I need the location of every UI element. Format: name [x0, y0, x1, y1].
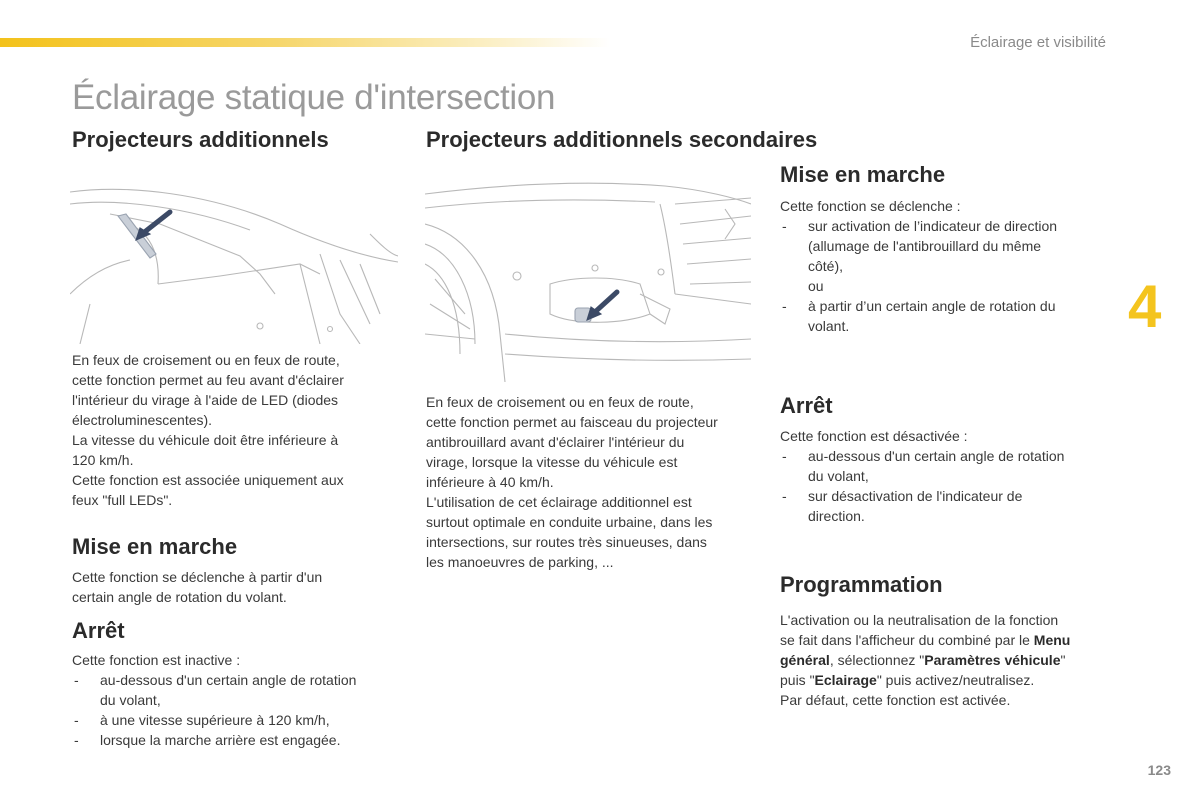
text-line: L'activation ou la neutralisation de la fonction	[780, 612, 1059, 628]
text-line: du volant,	[100, 692, 161, 708]
text-line: l'intérieur du virage à l'aide de LED (diodes	[72, 392, 339, 408]
text-line: L'utilisation de cet éclairage additionnel est	[426, 494, 692, 510]
list-item	[72, 730, 402, 750]
col3-mise-heading: Mise en marche	[780, 162, 946, 187]
text-line: électroluminescentes).	[72, 412, 213, 428]
col1-arret-list	[72, 650, 402, 750]
col1-heading: Projecteurs additionnels	[72, 127, 329, 152]
text-line: volant.	[808, 318, 850, 334]
text-line: En feux de croisement ou en feux de route,	[72, 352, 340, 368]
text-run: , sélectionnez "	[829, 652, 925, 668]
col1-mise-text	[72, 567, 322, 607]
list-intro: Cette fonction se déclenche :	[780, 198, 961, 214]
text-line: lorsque la marche arrière est engagée.	[100, 732, 341, 748]
text-line: à partir d’un certain angle de rotation du	[808, 298, 1056, 314]
text-line	[780, 650, 1070, 670]
fog-lamp-illustration	[425, 164, 751, 382]
list-item	[780, 216, 1110, 296]
text-line: Par défaut, cette fonction est activée.	[780, 692, 1011, 708]
text-line	[780, 630, 1070, 650]
headlamp-led-illustration	[70, 164, 398, 344]
list-dash: -	[74, 712, 79, 728]
list-dash: -	[74, 672, 79, 688]
text-line: inférieure à 40 km/h.	[426, 474, 554, 490]
menu-term: Menu	[1033, 632, 1071, 648]
text-line: à une vitesse supérieure à 120 km/h,	[100, 712, 330, 728]
text-line: cette fonction permet au feu avant d'éclairer	[72, 372, 344, 388]
chapter-number: 4	[1128, 273, 1162, 340]
col1-mise-heading: Mise en marche	[72, 534, 238, 559]
text-line: En feux de croisement ou en feux de route,	[426, 394, 694, 410]
text-line: direction.	[808, 508, 865, 524]
page-title: Éclairage statique d'intersection	[72, 78, 556, 117]
text-line: côté),	[808, 258, 844, 274]
list-item	[72, 670, 402, 710]
list-item	[780, 486, 1110, 526]
text-line: La vitesse du véhicule doit être inférieure à	[72, 432, 339, 448]
text-line: sur désactivation de l'indicateur de	[808, 488, 1023, 504]
list-item	[780, 446, 1110, 486]
list-item	[780, 296, 1110, 336]
list-dash: -	[782, 448, 787, 464]
list-dash: -	[74, 732, 79, 748]
col1-description	[72, 350, 344, 510]
list-dash: -	[782, 298, 787, 314]
text-line: certain angle de rotation du volant.	[72, 589, 287, 605]
text-line: cette fonction permet au faisceau du projecteur	[426, 414, 718, 430]
text-line: du volant,	[808, 468, 869, 484]
list-intro: Cette fonction est désactivée :	[780, 428, 968, 444]
text-run: se fait dans l'afficheur du combiné par le	[780, 632, 1034, 648]
col3-arret-heading: Arrêt	[780, 393, 833, 418]
header-accent-bar	[0, 38, 610, 47]
menu-term: Paramètres véhicule	[924, 652, 1061, 668]
menu-term: général	[780, 652, 830, 668]
text-line: antibrouillard avant d'éclairer l'intérieur du	[426, 434, 685, 450]
text-line: feux "full LEDs".	[72, 492, 173, 508]
text-line: au-dessous d'un certain angle de rotation	[808, 448, 1065, 464]
page-number: 123	[1147, 762, 1171, 778]
col3-mise-list	[780, 196, 1110, 336]
text-line: virage, lorsque la vitesse du véhicule est	[426, 454, 678, 470]
col2-description	[426, 392, 718, 572]
col3-prog-text	[780, 610, 1070, 710]
text-line: sur activation de l’indicateur de direction	[808, 218, 1058, 234]
text-line: Cette fonction se déclenche à partir d'un	[72, 569, 323, 585]
list-dash: -	[782, 488, 787, 504]
col3-arret-list	[780, 426, 1110, 526]
text-line: Cette fonction est associée uniquement aux	[72, 472, 344, 488]
text-line: les manoeuvres de parking, ...	[426, 554, 614, 570]
text-line: ou	[808, 278, 824, 294]
col3-prog-heading: Programmation	[780, 572, 943, 597]
text-run: " puis activez/neutralisez.	[876, 672, 1035, 688]
text-line: intersections, sur routes très sinueuses, dans	[426, 534, 707, 550]
section-label: Éclairage et visibilité	[970, 34, 1106, 51]
text-line: au-dessous d'un certain angle de rotation	[100, 672, 357, 688]
menu-term: Eclairage	[814, 672, 877, 688]
text-line	[780, 670, 1070, 690]
list-dash: -	[782, 218, 787, 234]
list-item	[72, 710, 402, 730]
col2-heading: Projecteurs additionnels secondaires	[426, 127, 818, 152]
text-run: "	[1060, 652, 1066, 668]
list-intro: Cette fonction est inactive :	[72, 652, 241, 668]
text-line: surtout optimale en conduite urbaine, dans les	[426, 514, 713, 530]
text-run: puis "	[780, 672, 815, 688]
text-line: (allumage de l'antibrouillard du même	[808, 238, 1042, 254]
col1-arret-heading: Arrêt	[72, 618, 125, 643]
text-line: 120 km/h.	[72, 452, 134, 468]
